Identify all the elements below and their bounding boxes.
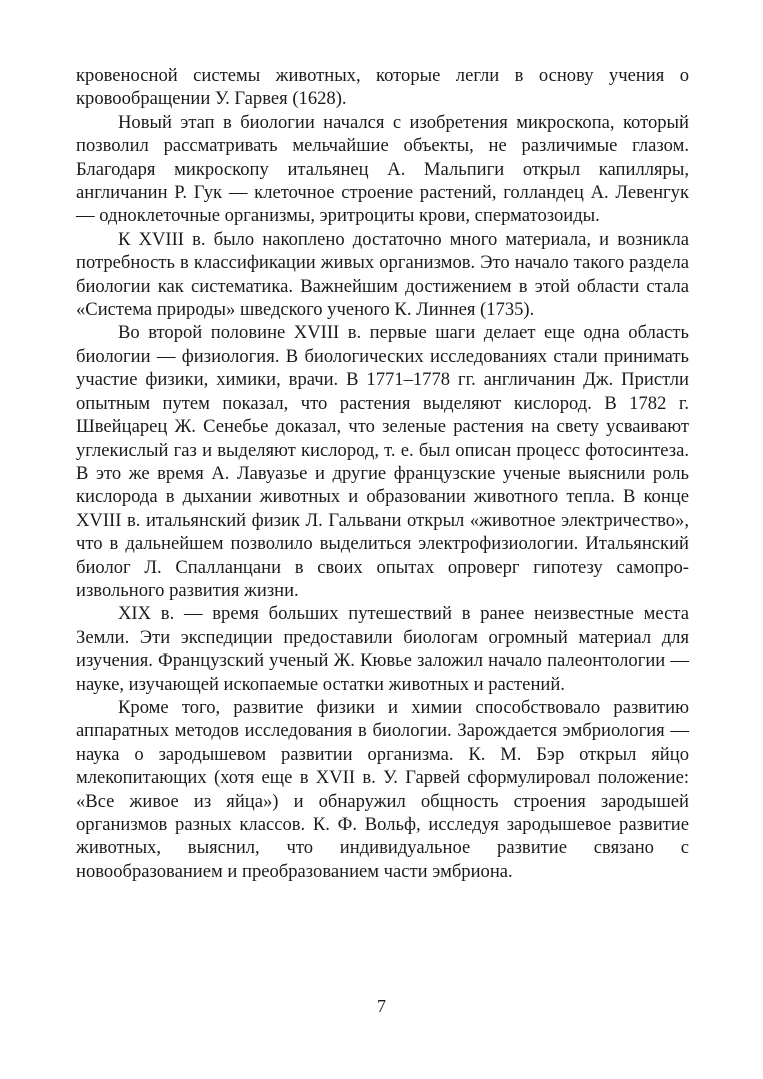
paragraph-2: Новый этап в биологии начался с изобретения микроскопа, который позволил рассматривать мельчайшие объекты, не различимые глазом. Благодаря микроскопу итальянец А. Мальпиги открыл капилляры, англичанин Р. Гук — клеточное строение растений, голландец А. Левенгук — одноклеточные организмы, эритроциты крови, сперматозоиды. bbox=[76, 111, 689, 227]
paragraph-3: К XVIII в. было накоплено достаточно много материала, и возникла потребность в классификации живых организмов. Это начало такого раздела биологии как систематика. Важнейшим достижением в этой области стала «Система природы» шведского ученого К. Линнея (1735). bbox=[76, 228, 689, 321]
paragraph-6: Кроме того, развитие физики и химии способствовало развитию аппаратных методов исследования в биологии. Зарождается эмбриология — наука о зародышевом развитии организма. К. М. Бэр открыл яйцо млекопитающих (хотя еще в XVII в. У. Гарвей сформулировал положение: «Все живое из яйца») и обнаружил общность строения зародышей организмов разных классов. К. Ф. Вольф, исследуя зародышевое развитие животных, выяснил, что индивидуальное развитие связано с новообразованием и преобразованием части эмбриона. bbox=[76, 696, 689, 882]
page-number: 7 bbox=[377, 996, 386, 1016]
paragraph-4: Во второй половине XVIII в. первые шаги делает еще одна область биологии — физиология. В биологических исследованиях стали принимать участие физики, химики, врачи. В 1771–1778 гг. англичанин Дж. Пристли опытным путем показал, что растения выделяют кислород. В 1782 г. Швейцарец Ж. Сенебье доказал, что зеленые растения на свету усваивают углекислый газ и выделяют кислород, т. е. был описан процесс фотосинтеза. В это же время А. Лавуазье и другие французские ученые выяснили роль кислорода в дыхании животных и образовании животного тепла. В конце XVIII в. итальянский физик Л. Гальвани открыл «животное электричество», что в дальнейшем позволило выделиться электрофизиологии. Итальянский биолог Л. Спалланцани в своих опытах опроверг гипотезу самопроизвольного развития жизни. bbox=[76, 322, 689, 601]
paragraph-1: кровеносной системы животных, которые легли в основу учения о кровообращении У. Гарвея (1628). bbox=[76, 65, 689, 110]
paragraph-5: XIX в. — время больших путешествий в ранее неизвестные места Земли. Эти экспедиции предоставили биологам огромный материал для изучения. Французский ученый Ж. Кювье заложил начало палеонтологии — науке, изучающей ископаемые остатки животных и растений. bbox=[76, 603, 689, 695]
page-body bbox=[76, 64, 689, 883]
